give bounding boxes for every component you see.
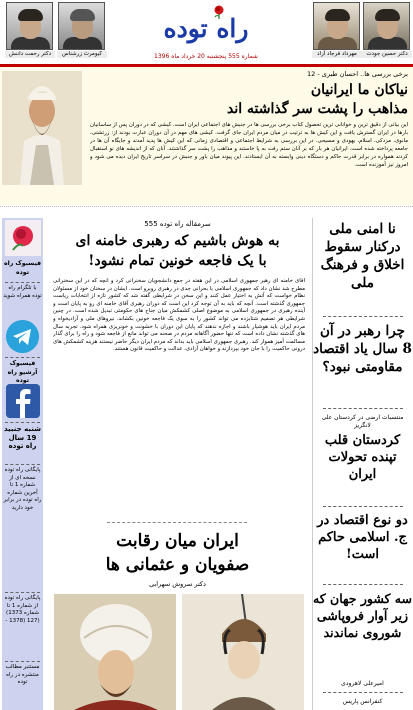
headline-link[interactable]: سه کشور جهان که زیر آوار فروپاشی شوروی نماندند [313,591,412,640]
portrait-photo [363,2,410,50]
headline-link[interactable]: کردستان قلب تپنده تحولات ایران [324,433,401,482]
headline-author: امیرعلی لاهرودی [341,680,384,687]
headline-kicker[interactable]: کنفرانس پاریس [342,698,383,705]
article-author: دکتر سروش سهرابی [149,580,206,588]
archive-years-text[interactable]: پایگانی راه توده از شماره 1 تا شماره 1373) (127 (1378 - [4,595,41,624]
portrait-photo [6,2,53,50]
portrait-photo [58,2,105,50]
headline-link[interactable]: نا امنی ملی دركنار سقوط اخلاق و فرهنگ ملی [320,221,405,291]
masthead [0,0,413,64]
portrait-photo [313,2,360,50]
divider [5,592,40,593]
divider [5,282,40,283]
portrait-caption: دکتر رحمت داننش [5,51,55,58]
divider [5,661,40,662]
telegram-caption: با تلگرام راه توده همراه شوید [3,285,42,299]
article-title[interactable]: ایران میان رقابت [116,531,239,551]
divider [5,464,40,465]
main-column [47,218,308,710]
feature-portrait-image [2,71,82,185]
facebook-icon[interactable] [6,384,40,418]
divider [107,522,247,523]
site-logo[interactable]: راه توده [163,14,249,43]
divider [323,584,403,585]
portrait-caption: مهرداد فرجاد آزاد [312,51,362,58]
portrait-caption: کیومرث زرشناس [57,51,107,58]
divider [5,357,40,358]
headline-link[interactable]: چرا رهبر در آن 8 سال یاد اقتصاد مقاومتی نبود؟ [313,323,412,375]
divider [323,408,403,409]
divider [323,692,403,693]
right-column [312,218,411,710]
facebook-link[interactable]: فیسبوک راه توده [3,260,42,276]
feature-title[interactable]: نیاکان ما ایرانیان [310,82,408,98]
telegram-icon[interactable] [6,320,39,353]
article-title[interactable]: صفویان و عثمانی ها [105,555,250,575]
facebook-archive-link[interactable]: فیسبوک آرشیو راه توده [7,360,38,384]
editorial-body: آقای خامنه ای رهبر جمهوری اسلامی در این هفته در جمع دانشجویان سخنرانی کرد و آنچه که در این سخنرانی مطرح شد نشان داد که جمهوری اسلامی با بحرانی جدی در رهبری روبرو است. ایشان در سخنان خود از مسئولان نظام خواست که آتش به اختیار عمل کنند و این سخن در شرایطی گفته شد که کشور تازه از انتخابات ریاست جمهوری گذشته است. آنچه که باید به آن توجه کرد این است که دوران رهبری آقای خامنه ای رو به پایان است و آینده رهبری در جمهوری اسلامی به موضوع اصلی کشمکش میان جناح های حکومتی تبدیل شده است. در چنین شرایطی هر تصمیم شتابزده می تواند کشور را به سوی یک فاجعه خونین بکشاند. نیروهای ملی و آزادیخواه و مردم ایران باید هوشیار باشند و اجازه ندهند که پایان این دوران با خشونت و خونریزی همراه شود. تجربه سال های گذشته نشان داده است که تنها حضور آگاهانه مردم در صحنه می تواند مانع از فاجعه شود و راه را برای گذار مسالمت آمیز هموار کند. رهبری جمهوری اسلامی باید بداند که مردم ایران دیگر حاضر نیستند هزینه کشمکش های درونی حاکمیت را با جان خود بپردازند و خواهان آزادی، عدالت و حاکمیت قانون هستند. [53,278,305,353]
divider [323,316,403,317]
archive-text[interactable]: پایگانی راه توده نسخه ای از شماره 1 تا آخرین شماره راه توده در برابر خود دارید [3,467,42,511]
feature-title[interactable]: مذاهب را پشت سر گذاشته اند [227,101,408,117]
issue-line: شماره 555 پنجشنبه 20 خرداد ماه 1396 [154,53,258,60]
anniversary-text: شنبه جنبید 19 سال راه توده [4,425,41,450]
feature-kicker: برخی بررسی ها.. احسان طبری - 12 [307,70,408,78]
editorial-title[interactable]: با یک فاجعه خونین تمام نشود! [88,253,267,269]
feature-article [0,67,413,205]
divider [5,422,40,423]
editorial-kicker: سرمقاله راه توده 555 [144,220,211,228]
divider [323,506,403,507]
digest-text[interactable]: مستتبر مطالب منتشره در راه توده [5,664,40,685]
left-sidebar [2,218,43,710]
headline-kicker: منتسبات ارضی در کردستان علی لانگریز [321,414,404,429]
safavid-shah-portrait [182,594,304,710]
feature-body: این بیانی از دقیق ترین و خوانانی ترین تحصول کتاب برخی بررسی ها در جنبش های اجتماعی ایران است. کیشی که در دوران پس از ساسانیان بارها در ایران گسترش یافت و این کیش ها به ترتیب در میان مردم ایران جای گرفت. کیشی های مهم در آن دوران عبارت بودند از: زرتشتی، مانوی، مزدکی، اسلام، یهودی و مسیحی. در این بررسی به شرایط اجتماعی و اقتصادی زمانی که این کیش ها پدید آمدند و جایگاه آن ها در جامعه پرداخته شده است. ایرانیان هر بار که بر آنان ستم رفت به پا خاستند و مذاهب را پشت سر گذاشتند. آنان که از اندیشه های نو استقبال کردند همواره در برابر قدرت حاکم و دستگاه دینی وابسته به آن ایستادند. این پیوند میان باور و جنبش در سراسر تاریخ ایران دیده می شود و امروز نیز آموزنده است. [90,122,408,168]
portrait-caption: دکتر حسین جودت [362,51,412,58]
ottoman-sultan-portrait [54,594,176,710]
rose-image[interactable] [5,220,41,256]
editorial-title[interactable]: به هوش باشیم که رهبری خامنه ای [75,233,280,249]
headline-link[interactable]: دو نوع اقتصاد در ج. اسلامی حاکم است! [317,513,408,562]
section-divider [0,206,413,214]
